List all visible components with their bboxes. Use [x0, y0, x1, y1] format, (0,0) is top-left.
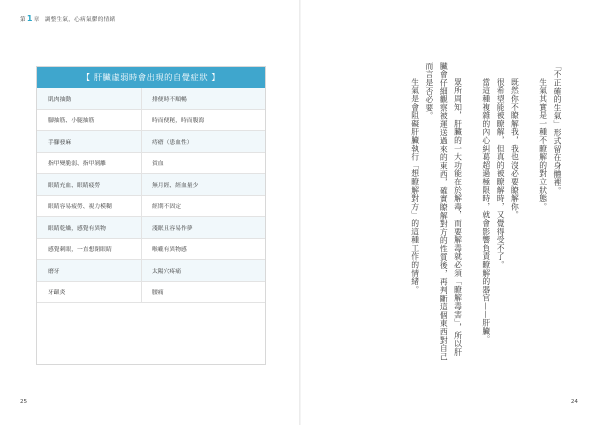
symptom-cell: 指甲變脆弱、指甲剝離 — [37, 153, 142, 174]
chapter-suffix: 章 — [33, 16, 40, 23]
table-title: 【 肝臟虛弱時會出現的自覺症狀 】 — [37, 67, 265, 88]
paragraph-5: 當這種複雜的內心糾葛超過極限時，就會影響負責瞭解的器官——肝臟。 — [481, 77, 491, 344]
symptom-cell: 淺眠且容易作夢 — [152, 225, 193, 232]
paragraph-7: 生氣是會阻礙肝臟執行「想瞭解對方」的這種工作的情緒。 — [410, 77, 420, 294]
page-number-left: 25 — [20, 399, 28, 405]
symptom-cell: 痔瘡（患血性） — [152, 139, 193, 146]
symptom-cell: 眼睛乾燥，感覺有異物 — [37, 217, 142, 238]
chapter-title: 調整生氣，心病氣鬱的情緒 — [44, 16, 116, 23]
paragraph-1: 「不正確的生氣」形式留在身體裡。 — [553, 62, 562, 195]
paragraph-3: 既然你不瞭解我，我也沒必要瞭解你。 — [510, 77, 520, 219]
table-body — [37, 88, 265, 303]
table-row — [37, 196, 265, 218]
table-row — [37, 153, 265, 175]
table-row — [37, 282, 265, 304]
symptom-cell: 太陽穴疼痛 — [152, 268, 181, 275]
table-row — [37, 88, 265, 110]
table-row — [37, 260, 265, 282]
table-row — [37, 131, 265, 153]
paragraph-6: 眾所周知，肝臟的一大功能在於解毒，而要解毒就必須「瞭解毒害」，所以肝臟會仔細觀察被運送過來的東西，確實瞭解對方的性質後，再判斷這個東西對自己而言是否必要。 — [424, 62, 463, 361]
chapter-prefix: 第 — [20, 16, 26, 23]
table-row — [37, 239, 265, 261]
paragraph-4: 很希望能被瞭解，但真的被瞭解時，又覺得受不了。 — [496, 77, 506, 269]
symptom-cell: 喉嚨有異物感 — [152, 247, 187, 254]
symptom-cell: 眼睛充血、眼睛疲勞 — [37, 174, 142, 195]
symptom-cell: 眼睛容易疲勞、視力模糊 — [37, 196, 142, 217]
chapter-header — [20, 14, 115, 23]
page-number-right: 24 — [570, 399, 578, 405]
chapter-number: 1 — [26, 14, 33, 23]
paragraph-2: 生氣其實是一種不瞭解的對立狀態。 — [538, 77, 548, 211]
symptom-cell: 時而便秘，時而腹瀉 — [152, 118, 205, 125]
symptom-cell: 經期不固定 — [152, 204, 181, 211]
symptom-cell: 手腳發麻 — [37, 131, 142, 152]
vertical-body-text — [344, 62, 564, 362]
table-row — [37, 174, 265, 196]
symptom-table — [36, 66, 266, 365]
page-gutter — [299, 0, 301, 425]
symptom-cell: 磨牙 — [37, 260, 142, 281]
symptom-cell: 肌肉抽動 — [37, 88, 142, 109]
symptom-cell: 腳抽筋、小腿抽筋 — [37, 110, 142, 131]
symptom-cell: 腰痛 — [152, 290, 164, 297]
table-row — [37, 217, 265, 239]
symptom-cell: 貧血 — [152, 161, 164, 168]
table-row — [37, 110, 265, 132]
symptom-cell: 感覺刺眼，一直想閉眼睛 — [37, 239, 142, 260]
symptom-cell: 牙齦炎 — [37, 282, 142, 303]
symptom-cell: 排便時不順暢 — [152, 96, 187, 103]
symptom-cell: 無月經、經血量少 — [152, 182, 199, 189]
